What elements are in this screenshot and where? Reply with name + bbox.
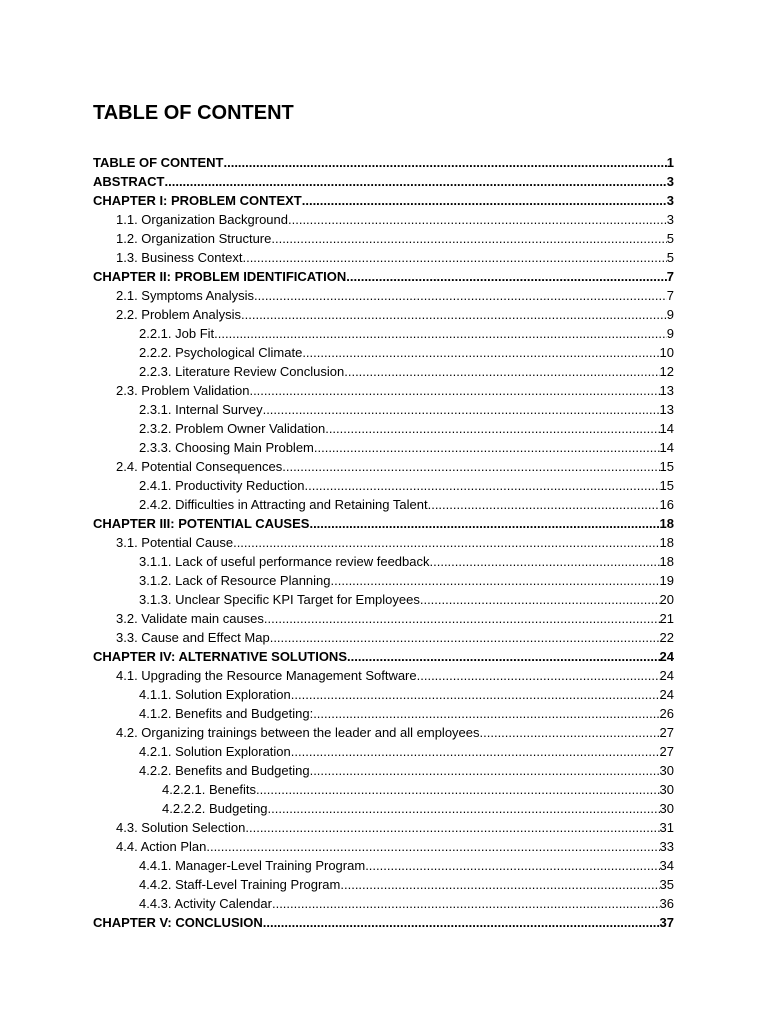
toc-entry-label: 3.2. Validate main causes — [116, 611, 264, 626]
toc-dot-leader — [347, 647, 660, 666]
toc-dot-leader — [214, 324, 667, 343]
toc-entry-page-number: 31 — [659, 820, 674, 835]
toc-entry-label: TABLE OF CONTENT — [93, 155, 224, 170]
toc-entry[interactable] — [93, 400, 674, 419]
toc-entry[interactable] — [93, 305, 674, 324]
toc-dot-leader — [223, 153, 666, 172]
toc-dot-leader — [325, 419, 659, 438]
toc-entry-label: 1.2. Organization Structure — [116, 231, 272, 246]
toc-entry-label: 2.2.3. Literature Review Conclusion — [139, 364, 345, 379]
toc-entry-label: 2.2.2. Psychological Climate — [139, 345, 303, 360]
toc-entry[interactable] — [93, 742, 674, 761]
toc-entry-page-number: 16 — [659, 497, 674, 512]
toc-entry-page-number: 15 — [659, 459, 674, 474]
toc-entry[interactable] — [93, 514, 674, 533]
toc-dot-leader — [417, 666, 660, 685]
toc-entry-page-number: 24 — [659, 649, 674, 664]
toc-dot-leader — [313, 704, 659, 723]
toc-entry-label: ABSTRACT — [93, 174, 165, 189]
toc-entry-page-number: 10 — [659, 345, 674, 360]
toc-entry-label: CHAPTER V: CONCLUSION — [93, 915, 263, 930]
toc-dot-leader — [271, 229, 666, 248]
toc-entry[interactable] — [93, 495, 674, 514]
toc-entry[interactable] — [93, 533, 674, 552]
toc-entry-page-number: 3 — [666, 212, 674, 227]
toc-entry-label: 1.1. Organization Background — [116, 212, 288, 227]
toc-entry-label: CHAPTER II: PROBLEM IDENTIFICATION — [93, 269, 347, 284]
toc-dot-leader — [310, 761, 660, 780]
toc-dot-leader — [302, 343, 659, 362]
toc-entry-page-number: 14 — [659, 440, 674, 455]
toc-entry-page-number: 7 — [666, 288, 674, 303]
toc-entry[interactable] — [93, 875, 674, 894]
toc-entry-label: 2.4.2. Difficulties in Attracting and Retaining Talent — [139, 497, 428, 512]
toc-entry-label: 4.4.2. Staff-Level Training Program — [139, 877, 341, 892]
toc-dot-leader — [270, 628, 660, 647]
toc-entry[interactable] — [93, 913, 674, 932]
toc-entry-page-number: 13 — [659, 383, 674, 398]
toc-entry-label: 2.3.3. Choosing Main Problem — [139, 440, 314, 455]
toc-entry-page-number: 20 — [659, 592, 674, 607]
toc-entry-page-number: 5 — [666, 231, 674, 246]
toc-entry[interactable] — [93, 552, 674, 571]
toc-entry-label: 4.3. Solution Selection — [116, 820, 246, 835]
toc-entry-label: CHAPTER I: PROBLEM CONTEXT — [93, 193, 302, 208]
toc-entry-page-number: 27 — [659, 725, 674, 740]
toc-dot-leader — [206, 837, 659, 856]
toc-entry-page-number: 7 — [666, 269, 674, 284]
toc-dot-leader — [263, 913, 660, 932]
toc-entry-page-number: 1 — [666, 155, 674, 170]
toc-entry-page-number: 5 — [666, 250, 674, 265]
toc-entry-label: 4.2.2.2. Budgeting — [162, 801, 268, 816]
toc-dot-leader — [480, 723, 660, 742]
toc-dot-leader — [268, 799, 660, 818]
toc-entry-page-number: 30 — [659, 801, 674, 816]
toc-dot-leader — [241, 305, 667, 324]
toc-entry-label: 4.1.2. Benefits and Budgeting: — [139, 706, 314, 721]
toc-entry[interactable] — [93, 419, 674, 438]
toc-entry-page-number: 3 — [666, 174, 674, 189]
toc-entry[interactable] — [93, 628, 674, 647]
toc-entry[interactable] — [93, 343, 674, 362]
toc-dot-leader — [272, 894, 660, 913]
toc-entry-page-number: 14 — [659, 421, 674, 436]
toc-entry[interactable] — [93, 799, 674, 818]
toc-entry-label: 3.1.2. Lack of Resource Planning — [139, 573, 331, 588]
toc-entry[interactable] — [93, 476, 674, 495]
toc-entry[interactable] — [93, 267, 674, 286]
toc-dot-leader — [420, 590, 660, 609]
toc-entry-page-number: 19 — [659, 573, 674, 588]
toc-entry[interactable] — [93, 362, 674, 381]
toc-entry[interactable] — [93, 324, 674, 343]
table-of-contents — [93, 153, 674, 932]
toc-entry-label: 2.3.1. Internal Survey — [139, 402, 263, 417]
toc-entry[interactable] — [93, 780, 674, 799]
toc-entry-label: 3.1.1. Lack of useful performance review feedback — [139, 554, 430, 569]
toc-dot-leader — [346, 267, 667, 286]
toc-dot-leader — [263, 400, 660, 419]
toc-entry[interactable] — [93, 590, 674, 609]
toc-entry[interactable] — [93, 609, 674, 628]
toc-entry-label: 4.2.2. Benefits and Budgeting — [139, 763, 310, 778]
toc-dot-leader — [254, 286, 667, 305]
toc-entry-page-number: 22 — [659, 630, 674, 645]
toc-entry-page-number: 13 — [659, 402, 674, 417]
toc-entry-label: 3.3. Cause and Effect Map — [116, 630, 270, 645]
toc-entry-label: 3.1. Potential Cause — [116, 535, 234, 550]
toc-entry[interactable] — [93, 438, 674, 457]
toc-entry-page-number: 15 — [659, 478, 674, 493]
toc-entry[interactable] — [93, 685, 674, 704]
toc-dot-leader — [430, 552, 660, 571]
toc-entry[interactable] — [93, 172, 674, 191]
toc-entry-label: 4.2.1. Solution Exploration — [139, 744, 291, 759]
toc-entry-label: CHAPTER III: POTENTIAL CAUSES — [93, 516, 310, 531]
toc-entry[interactable] — [93, 571, 674, 590]
toc-entry-label: 4.1. Upgrading the Resource Management Software — [116, 668, 417, 683]
toc-entry[interactable] — [93, 248, 674, 267]
toc-entry-page-number: 9 — [666, 326, 674, 341]
toc-entry[interactable] — [93, 647, 674, 666]
toc-entry[interactable] — [93, 191, 674, 210]
toc-entry[interactable] — [93, 666, 674, 685]
toc-entry-page-number: 24 — [659, 687, 674, 702]
toc-dot-leader — [288, 210, 667, 229]
toc-entry[interactable] — [93, 894, 674, 913]
toc-entry-label: 2.3. Problem Validation — [116, 383, 250, 398]
toc-entry[interactable] — [93, 704, 674, 723]
toc-dot-leader — [242, 248, 666, 267]
toc-dot-leader — [309, 514, 659, 533]
toc-dot-leader — [340, 875, 659, 894]
toc-entry-page-number: 30 — [659, 782, 674, 797]
toc-dot-leader — [302, 191, 667, 210]
toc-dot-leader — [282, 457, 659, 476]
toc-entry[interactable] — [93, 381, 674, 400]
toc-dot-leader — [331, 571, 660, 590]
toc-dot-leader — [304, 476, 659, 495]
toc-entry-page-number: 21 — [659, 611, 674, 626]
toc-entry-page-number: 18 — [659, 516, 674, 531]
toc-entry-page-number: 36 — [659, 896, 674, 911]
toc-entry[interactable] — [93, 837, 674, 856]
toc-entry-label: 2.1. Symptoms Analysis — [116, 288, 254, 303]
toc-entry-page-number: 18 — [659, 554, 674, 569]
page-title: TABLE OF CONTENT — [93, 102, 294, 124]
toc-entry-label: 4.4.3. Activity Calendar — [139, 896, 272, 911]
toc-dot-leader — [291, 685, 660, 704]
toc-entry[interactable] — [93, 457, 674, 476]
toc-entry-page-number: 3 — [666, 193, 674, 208]
toc-entry-label: CHAPTER IV: ALTERNATIVE SOLUTIONS — [93, 649, 347, 664]
toc-entry-label: 2.4. Potential Consequences — [116, 459, 283, 474]
toc-entry-page-number: 27 — [659, 744, 674, 759]
toc-entry[interactable] — [93, 153, 674, 172]
toc-entry[interactable] — [93, 818, 674, 837]
toc-entry-label: 1.3. Business Context — [116, 250, 243, 265]
toc-entry-page-number: 9 — [666, 307, 674, 322]
toc-entry-label: 2.4.1. Productivity Reduction — [139, 478, 305, 493]
toc-dot-leader — [344, 362, 659, 381]
toc-entry-label: 3.1.3. Unclear Specific KPI Target for Employees — [139, 592, 420, 607]
toc-entry-page-number: 12 — [659, 364, 674, 379]
toc-dot-leader — [165, 172, 667, 191]
toc-dot-leader — [249, 381, 659, 400]
toc-entry-label: 4.4. Action Plan — [116, 839, 207, 854]
toc-dot-leader — [428, 495, 660, 514]
toc-entry[interactable] — [93, 761, 674, 780]
toc-entry-label: 4.2. Organizing trainings between the leader and all employees — [116, 725, 480, 740]
toc-dot-leader — [264, 609, 660, 628]
toc-entry-page-number: 18 — [659, 535, 674, 550]
toc-entry-label: 4.1.1. Solution Exploration — [139, 687, 291, 702]
toc-entry[interactable] — [93, 229, 674, 248]
toc-entry-page-number: 35 — [659, 877, 674, 892]
toc-entry-page-number: 26 — [659, 706, 674, 721]
toc-dot-leader — [233, 533, 659, 552]
toc-dot-leader — [245, 818, 659, 837]
toc-entry[interactable] — [93, 210, 674, 229]
toc-entry-label: 2.3.2. Problem Owner Validation — [139, 421, 326, 436]
toc-entry[interactable] — [93, 856, 674, 875]
toc-dot-leader — [256, 780, 660, 799]
toc-entry-label: 4.4.1. Manager-Level Training Program — [139, 858, 366, 873]
toc-entry-page-number: 33 — [659, 839, 674, 854]
toc-dot-leader — [314, 438, 660, 457]
toc-entry-page-number: 24 — [659, 668, 674, 683]
toc-entry-label: 2.2. Problem Analysis — [116, 307, 242, 322]
toc-entry[interactable] — [93, 286, 674, 305]
toc-entry-page-number: 37 — [659, 915, 674, 930]
toc-entry-page-number: 34 — [659, 858, 674, 873]
toc-entry-label: 4.2.2.1. Benefits — [162, 782, 256, 797]
toc-entry-label: 2.2.1. Job Fit — [139, 326, 215, 341]
toc-dot-leader — [291, 742, 660, 761]
toc-entry[interactable] — [93, 723, 674, 742]
toc-dot-leader — [365, 856, 659, 875]
toc-entry-page-number: 30 — [659, 763, 674, 778]
